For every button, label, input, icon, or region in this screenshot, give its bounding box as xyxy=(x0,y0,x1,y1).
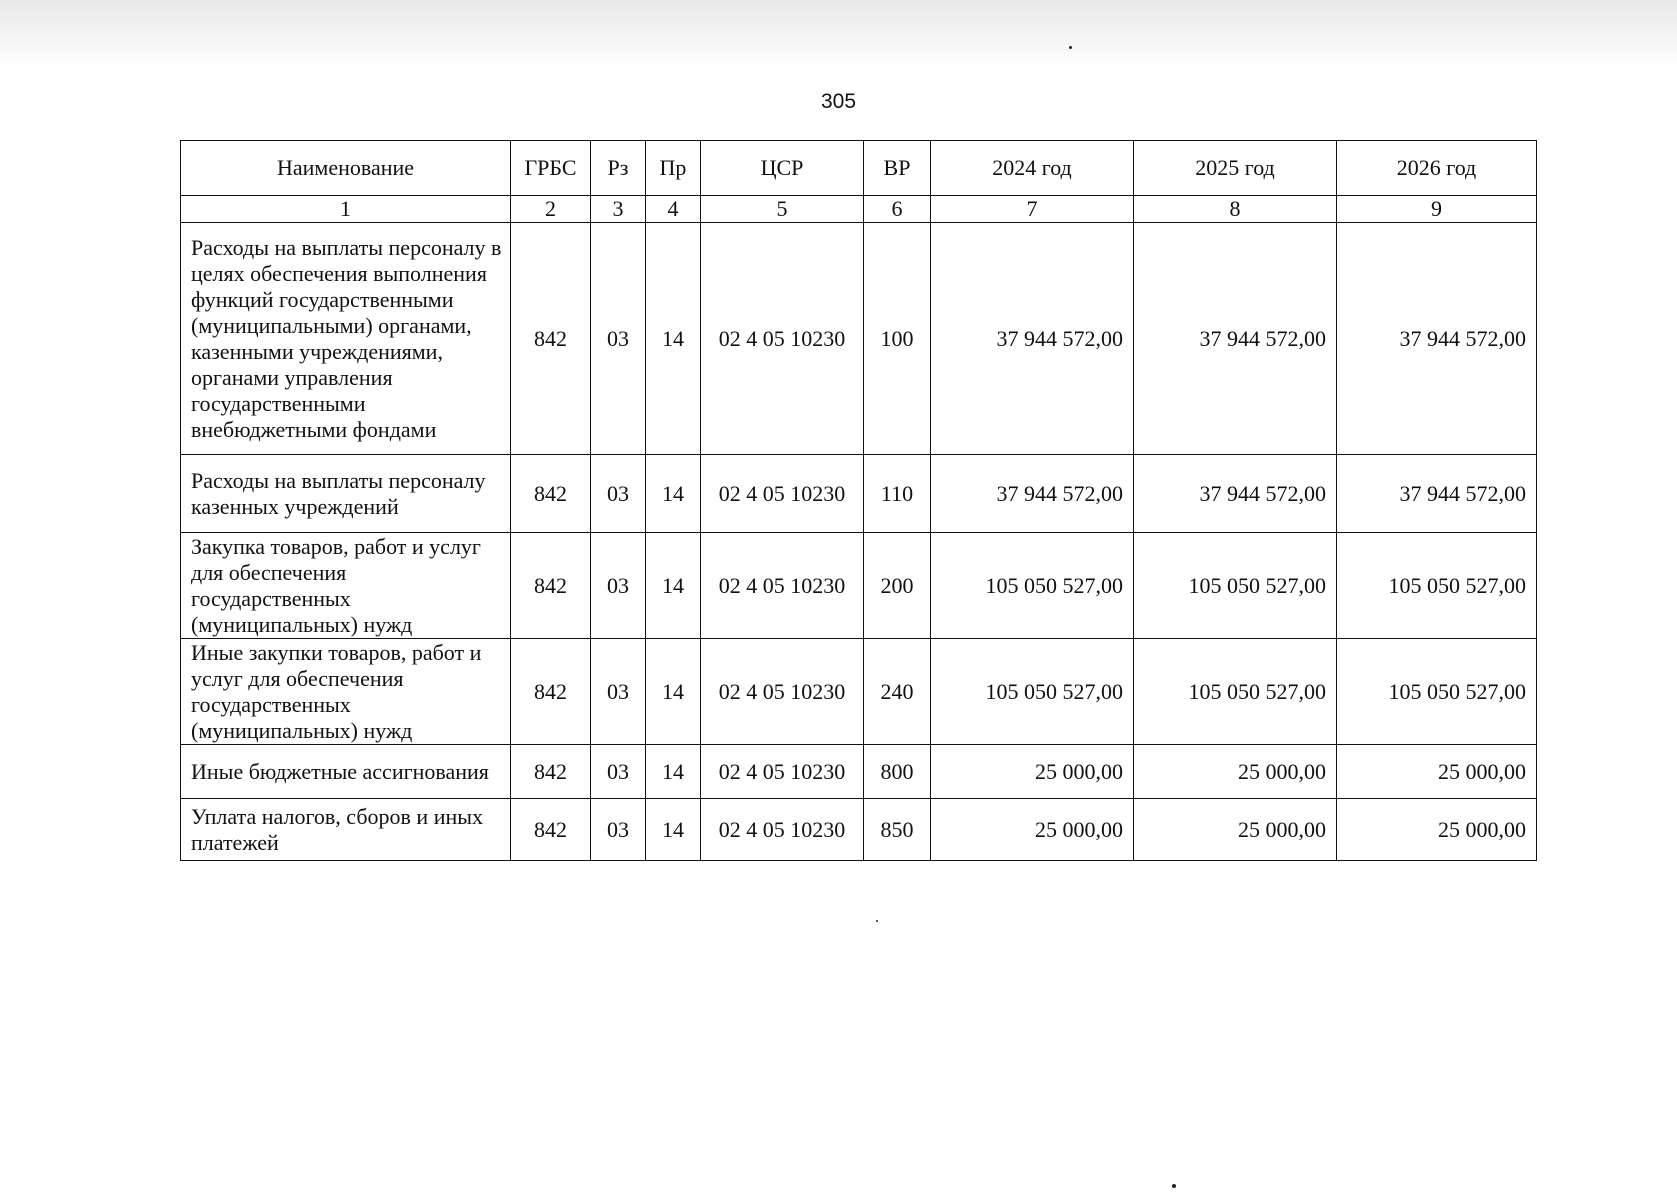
row-csr: 02 4 05 10230 xyxy=(701,455,864,533)
row-name: Иные закупки товаров, работ и услуг для обеспечения государственных (муниципальных) нужд xyxy=(181,639,511,745)
row-vr: 110 xyxy=(864,455,931,533)
table-row xyxy=(181,223,1537,455)
page-number: 305 xyxy=(820,90,857,113)
row-rz: 03 xyxy=(591,799,646,861)
row-vr: 100 xyxy=(864,223,931,455)
row-rz: 03 xyxy=(591,745,646,799)
row-pr: 14 xyxy=(646,223,701,455)
row-2025: 105 050 527,00 xyxy=(1134,639,1337,745)
column-index: 4 xyxy=(646,196,701,223)
row-2024: 105 050 527,00 xyxy=(931,639,1134,745)
row-name: Расходы на выплаты персоналу в целях обеспечения выполнения функций государственными (муниципальными) органами, казенными учреждениями, органами управления государственными внебюджетными фондами xyxy=(181,223,511,455)
row-vr: 240 xyxy=(864,639,931,745)
row-csr: 02 4 05 10230 xyxy=(701,533,864,639)
header-2024: 2024 год xyxy=(931,141,1134,196)
row-rz: 03 xyxy=(591,455,646,533)
header-rz: Рз xyxy=(591,141,646,196)
column-index: 8 xyxy=(1134,196,1337,223)
row-name: Закупка товаров, работ и услуг для обеспечения государственных (муниципальных) нужд xyxy=(181,533,511,639)
column-index: 2 xyxy=(511,196,591,223)
row-csr: 02 4 05 10230 xyxy=(701,745,864,799)
row-2024: 25 000,00 xyxy=(931,745,1134,799)
scan-speck xyxy=(1069,46,1072,49)
row-2026: 105 050 527,00 xyxy=(1337,533,1537,639)
row-name: Расходы на выплаты персоналу казенных учреждений xyxy=(181,455,511,533)
row-csr: 02 4 05 10230 xyxy=(701,223,864,455)
scan-speck xyxy=(1172,1184,1176,1188)
scan-speck xyxy=(876,920,878,922)
header-grbs: ГРБС xyxy=(511,141,591,196)
row-2025: 105 050 527,00 xyxy=(1134,533,1337,639)
header-2026: 2026 год xyxy=(1337,141,1537,196)
row-vr: 200 xyxy=(864,533,931,639)
column-index: 1 xyxy=(181,196,511,223)
column-index: 7 xyxy=(931,196,1134,223)
row-pr: 14 xyxy=(646,799,701,861)
row-csr: 02 4 05 10230 xyxy=(701,639,864,745)
row-vr: 800 xyxy=(864,745,931,799)
row-rz: 03 xyxy=(591,223,646,455)
row-name: Иные бюджетные ассигнования xyxy=(181,745,511,799)
table-row xyxy=(181,533,1537,639)
row-2026: 25 000,00 xyxy=(1337,745,1537,799)
row-2026: 105 050 527,00 xyxy=(1337,639,1537,745)
budget-table xyxy=(180,140,1537,861)
row-2026: 37 944 572,00 xyxy=(1337,455,1537,533)
row-pr: 14 xyxy=(646,639,701,745)
table-row xyxy=(181,799,1537,861)
row-name: Уплата налогов, сборов и иных платежей xyxy=(181,799,511,861)
header-vr: ВР xyxy=(864,141,931,196)
row-2025: 25 000,00 xyxy=(1134,745,1337,799)
column-index: 3 xyxy=(591,196,646,223)
row-grbs: 842 xyxy=(511,639,591,745)
column-index-row xyxy=(181,196,1537,223)
table-row xyxy=(181,745,1537,799)
row-pr: 14 xyxy=(646,455,701,533)
row-2026: 25 000,00 xyxy=(1337,799,1537,861)
column-index: 6 xyxy=(864,196,931,223)
row-2025: 37 944 572,00 xyxy=(1134,223,1337,455)
row-2024: 37 944 572,00 xyxy=(931,223,1134,455)
row-csr: 02 4 05 10230 xyxy=(701,799,864,861)
row-2025: 25 000,00 xyxy=(1134,799,1337,861)
row-grbs: 842 xyxy=(511,223,591,455)
row-grbs: 842 xyxy=(511,455,591,533)
column-index: 5 xyxy=(701,196,864,223)
row-rz: 03 xyxy=(591,639,646,745)
row-2024: 37 944 572,00 xyxy=(931,455,1134,533)
row-vr: 850 xyxy=(864,799,931,861)
row-2024: 105 050 527,00 xyxy=(931,533,1134,639)
column-index: 9 xyxy=(1337,196,1537,223)
row-2025: 37 944 572,00 xyxy=(1134,455,1337,533)
row-pr: 14 xyxy=(646,533,701,639)
table-row xyxy=(181,639,1537,745)
row-grbs: 842 xyxy=(511,745,591,799)
row-2024: 25 000,00 xyxy=(931,799,1134,861)
row-2026: 37 944 572,00 xyxy=(1337,223,1537,455)
row-grbs: 842 xyxy=(511,799,591,861)
table-row xyxy=(181,455,1537,533)
header-csr: ЦСР xyxy=(701,141,864,196)
header-pr: Пр xyxy=(646,141,701,196)
header-2025: 2025 год xyxy=(1134,141,1337,196)
row-grbs: 842 xyxy=(511,533,591,639)
header-row xyxy=(181,141,1537,196)
header-name: Наименование xyxy=(181,141,511,196)
row-pr: 14 xyxy=(646,745,701,799)
row-rz: 03 xyxy=(591,533,646,639)
scan-top-edge xyxy=(0,0,1677,70)
